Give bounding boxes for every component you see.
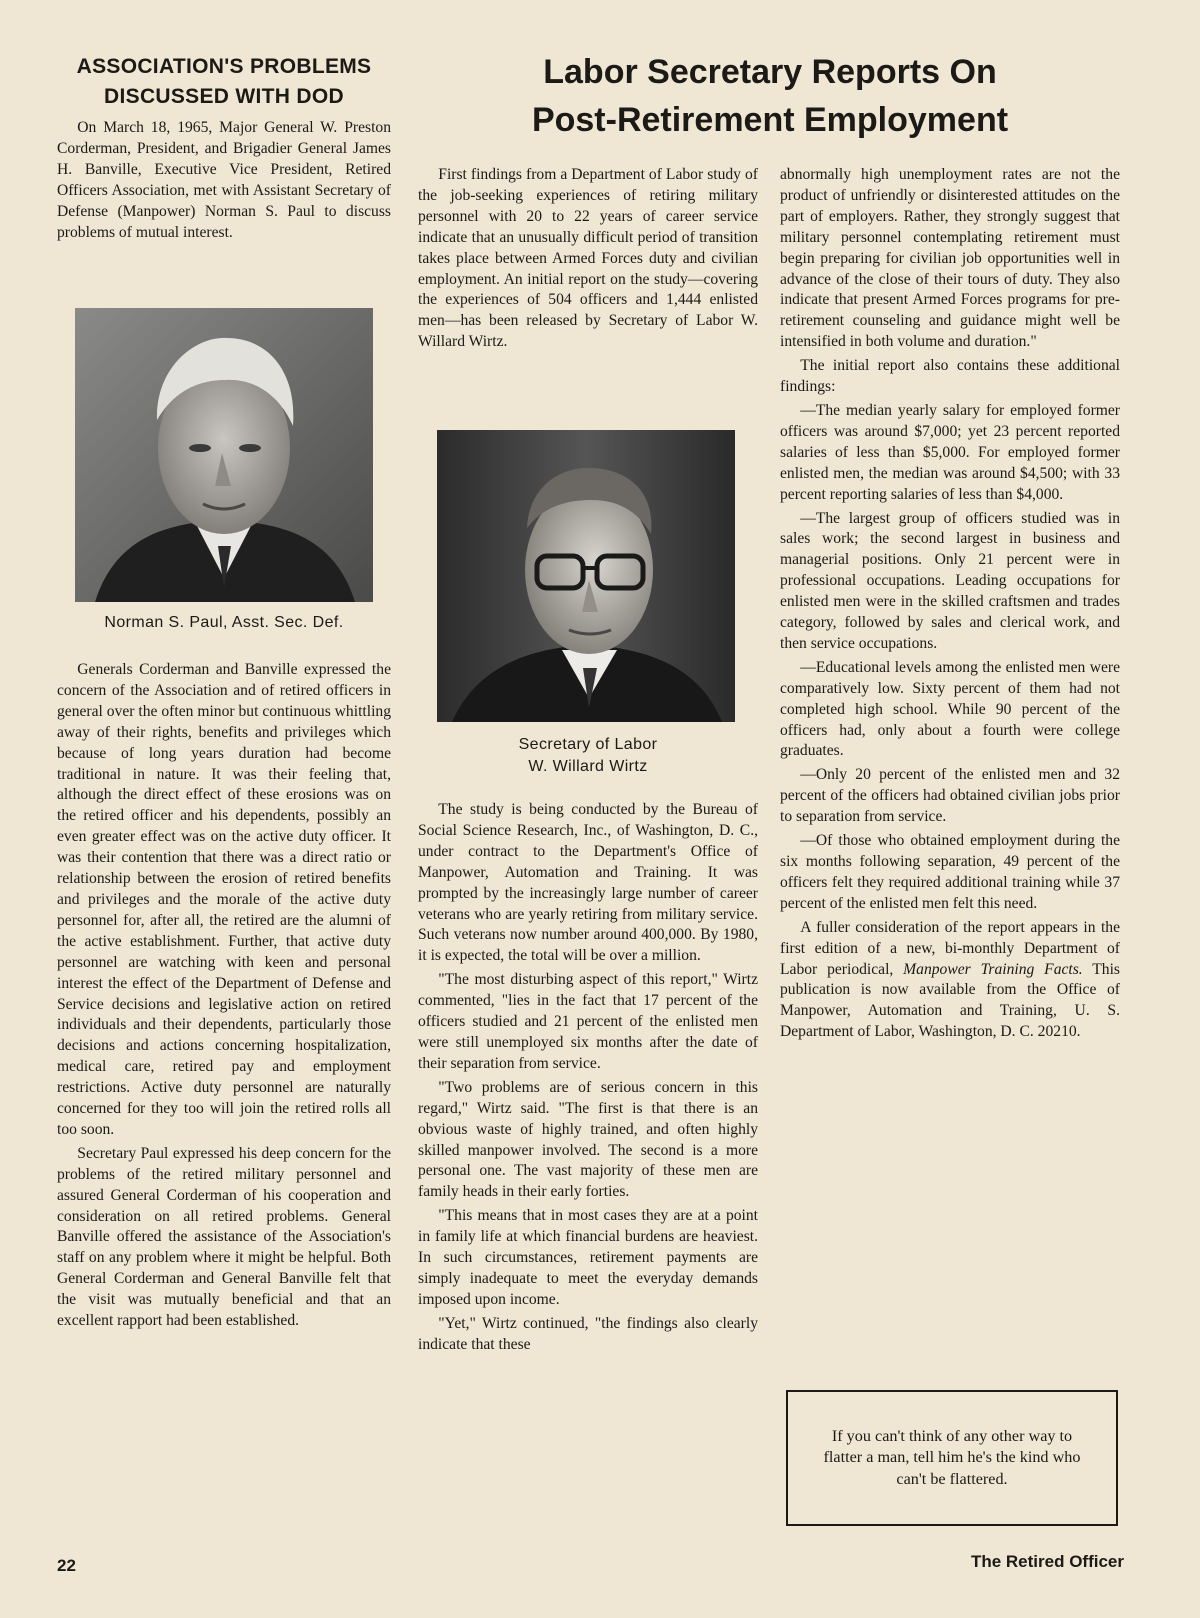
- paragraph: —Only 20 percent of the enlisted men and 32 percent of the officers had obtained civilian jobs prior to separation from service.: [780, 766, 1120, 826]
- left-article-body-bottom: [57, 660, 391, 1332]
- paragraph-final: [780, 918, 1120, 1043]
- photo-caption-wirtz: [418, 734, 758, 778]
- publication-name: The Retired Officer: [970, 1552, 1124, 1571]
- paragraph: —Educational levels among the enlisted men were comparatively low. Sixty percent of them had not completed high school. While 90 percent of the officers had, only about a fourth were college graduates.: [780, 658, 1120, 760]
- left-article-top: [57, 52, 391, 243]
- paragraph: On March 18, 1965, Major General W. Preston Corderman, President, and Brigadier General James H. Banville, Executive Vice President, Retired Officers Association, met with Assistant Secretary of Defense (Manpower) Norman S. Paul to discuss problems of mutual interest.: [57, 119, 391, 241]
- paragraph: "Two problems are of serious concern in this regard," Wirtz said. "The first is that there is an obvious waste of highly trained, and often highly skilled manpower involved. The second is a more personal one. The vast majority of these men are family heads in their early forties.: [418, 1078, 758, 1201]
- paragraph: Secretary Paul expressed his deep concern for the problems of the retired military personnel and assured General Corderman of his cooperation and consideration on all retired problems. General Banville offered the assistance of the Association's staff on any problem where it might be helpful. Both General Corderman and General Banville felt that the visit was mutually beneficial and that an excellent rapport had been established.: [57, 1144, 391, 1330]
- main-article-body-mid-bottom: [418, 800, 758, 1356]
- portrait-willard-wirtz: [437, 430, 735, 722]
- paragraph: abnormally high unemployment rates are not the product of unfriendly or disinterested attitudes on the part of employers. Rather, they strongly suggest that military personnel contemplating retirement must begin preparing for civilian job opportunities well in advance of the close of their tours of duty. They also indicate that present Armed Forces programs for pre-retirement counseling and guidance might well be intensified in both volume and duration.": [780, 166, 1120, 351]
- final-text-after: This publication is now available from the Office of Manpower, Automation and Training, U. S. Department of Labor, Washington, D. C. 20210.: [780, 960, 1121, 1041]
- caption-line: Secretary of Labor: [518, 736, 658, 753]
- main-article-body-right: [780, 165, 1120, 1043]
- headline-line: Labor Secretary Reports On: [543, 53, 997, 91]
- page-number: 22: [57, 1556, 76, 1575]
- left-article-body-top: [57, 118, 391, 243]
- quote-box: [786, 1390, 1118, 1526]
- main-article-body-mid-top: [418, 165, 758, 353]
- final-text-before: A fuller consideration of the report appears in the first edition of a new, bi-monthly Department of Labor periodical,: [780, 918, 1120, 978]
- left-article-headline: ASSOCIATION'S PROBLEMS DISCUSSED WITH DOD: [76, 55, 372, 108]
- portrait-norman-paul: [75, 308, 373, 602]
- paragraph: —The largest group of officers studied was in sales work; the second largest in business and managerial positions. Only 21 percent were in professional occupations. Leading occupations for enlisted men were in the skilled craftsmen and trades category, followed by sales and clerical work, and then service occupations.: [780, 509, 1120, 652]
- quote-text: If you can't think of any other way to flatter a man, tell him he's the kind who can't be flattered.: [823, 1426, 1081, 1488]
- paragraph: The initial report also contains these additional findings:: [780, 357, 1120, 396]
- paragraph: Generals Corderman and Banville expressed the concern of the Association and of retired officers in general over the often minor but continuous whittling away of their rights, benefits and privileges which because of long years duration had become traditional in nature. It was their feeling that, although the direct effect of these erosions was on the retired officer and his dependents, possibly an even greater effect was on the active duty officer. It was their contention that there was a direct ratio or relationship between the erosion of retired benefits and privileges and the morale of the active duty personnel for, after all, the retired are the alumni of the active establishment. Further, that active duty personnel are watching with keen and personal interest the effect of the Department of Defense and Service decisions and legislative action on retired individuals and their dependents, particularly those decisions and actions concerning hospitalization, medical care, retired pay and employment restrictions. Active duty personnel are naturally concerned for they too will join the retired rolls all too soon.: [57, 661, 391, 1138]
- paragraph: "This means that in most cases they are at a point in family life at which financial burdens are heaviest. In such circumstances, retirement payments are simply inadequate to meet the everyday demands imposed upon income.: [418, 1207, 758, 1308]
- periodical-title: Manpower Training Facts.: [903, 960, 1083, 978]
- caption-line: W. Willard Wirtz: [528, 758, 648, 775]
- main-article-headline: [420, 48, 1120, 144]
- paragraph: The study is being conducted by the Bureau of Social Science Research, Inc., of Washington, D. C., under contract to the Department's Office of Manpower, Automation and Training. It was prompted by the increasingly large number of career veterans who are yearly retiring from military service. Such veterans now number around 400,000. By 1980, it is expected, the total will be over a million.: [418, 801, 758, 965]
- paragraph: —The median yearly salary for employed former officers was around $7,000; yet 23 percent reported salaries of less than $5,000. For employed former enlisted men, the median was around $4,500; with 33 percent reporting salaries of less than $4,000.: [780, 401, 1120, 503]
- paragraph: "Yet," Wirtz continued, "the findings also clearly indicate that these: [418, 1314, 758, 1353]
- headline-line: Post-Retirement Employment: [531, 101, 1009, 139]
- paragraph: "The most disturbing aspect of this report," Wirtz commented, "lies in the fact that 17 percent of the officers studied and 21 percent of the enlisted men were still unemployed six months after the date of their separation from service.: [418, 971, 758, 1072]
- paragraph: —Of those who obtained employment during the six months following separation, 49 percent of the officers felt they required additional training while 37 percent of the enlisted men felt this need.: [780, 832, 1120, 912]
- photo-caption-paul: Norman S. Paul, Asst. Sec. Def.: [104, 614, 344, 631]
- paragraph: First findings from a Department of Labor study of the job-seeking experiences of retiring military personnel with 20 to 22 years of career service indicate that an unusually difficult period of transition takes place between Armed Forces duty and civilian employment. An initial report on the study—covering the experiences of 504 officers and 1,444 enlisted men—has been released by Secretary of Labor W. Willard Wirtz.: [418, 166, 758, 351]
